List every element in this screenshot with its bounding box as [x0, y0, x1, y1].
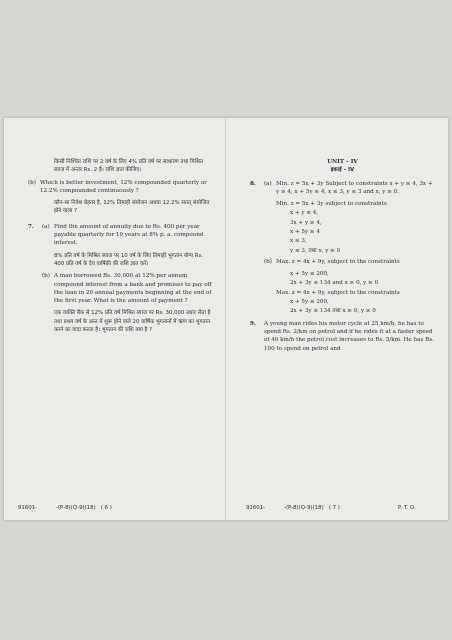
left-page	[28, 158, 213, 338]
question-8a-hindi	[250, 200, 435, 255]
paper-ref-text: -(P-8)(Q-9)(18)	[56, 505, 96, 511]
question-8b-hindi	[250, 289, 435, 316]
paper-ref-text: -(P-8)(Q-9)(18)	[284, 505, 324, 511]
question-6b-text: Which is better investment, 12% compounded quarterly or 12.2% compounded continuously ?	[40, 179, 207, 194]
question-8b-constraints	[250, 270, 435, 287]
constraint: y ≤ 3, तथा x, y ≥ 0	[290, 247, 341, 254]
paper-ref	[56, 505, 112, 511]
part-label: (a)	[42, 223, 50, 230]
paper-ref	[284, 505, 340, 511]
question-8a-text: Min. z = 5x + 3y Subject to constraints x + y ≤ 4, 3x + y ≥ 4, x + 5y ≥ 4, x ≤ 3, y ≤ 3 and x, y ≥ 0.	[276, 180, 433, 195]
part-label: (b)	[28, 179, 36, 186]
question-7b-hindi: एक व्यक्ति बैंक से 12% प्रति वर्ष मिश्रित ब्याज पर Rs. 30,000 उधार लेता है तथा प्रथम वर्ष के अन्त में शुरू होने वाले 20 वार्षिक भुगतानों में ऋण का भुगतान करने का वादा करता है। भुगतान की राशि क्या है ?	[54, 310, 211, 334]
right-page	[250, 158, 435, 357]
paper-code: 91601-	[18, 505, 38, 511]
paper-code: 91601-	[246, 505, 266, 511]
constraint: 2x + 3y ≤ 134 and x ≥ 0, y ≥ 0	[290, 279, 379, 286]
right-footer	[246, 505, 426, 511]
page-fold	[225, 118, 226, 520]
question-7b-text: A man borrowed Rs. 30,000 at 12% per annum compound interest from a bank and promises to pay off the loan in 20 annual payments beginning at the end of the first year. What is the amount of payment ?	[54, 273, 212, 305]
hindi-intro: किसी निश्चित राशि पर 2 वर्ष के लिए 4% प्रति वर्ष पर साधारण तथा मिश्रित ब्याज में अन्तर Rs. 2 है। राशि ज्ञात कीजिए।	[54, 159, 203, 174]
unit-heading: UNIT – IV	[327, 159, 358, 165]
constraint: x + 5y ≤ 200,	[290, 299, 329, 306]
question-number: 8.	[250, 180, 256, 187]
question-7a	[28, 223, 213, 248]
part-label: (b)	[42, 273, 50, 280]
unit-heading-hindi: इकाई – IV	[330, 167, 355, 174]
question-7b	[28, 272, 213, 305]
constraint: x + 5y ≥ 4	[290, 229, 320, 236]
page-number: ( 7 )	[328, 505, 340, 511]
left-footer	[18, 505, 112, 511]
question-8b-text: Max. z = 4x + 9y, subject to the constraints	[276, 258, 400, 265]
pto-label: P. T. O.	[398, 505, 416, 511]
question-8b	[250, 258, 435, 266]
question-number: 7.	[28, 223, 34, 230]
constraint-heading: Min. z = 5x + 3y subject to constraints	[276, 201, 387, 208]
constraint: x ≤ 3,	[290, 238, 307, 245]
constraint: x + y ≤ 4,	[290, 210, 319, 217]
constraint: 3x + y ≥ 4,	[290, 219, 322, 226]
question-number: 9.	[250, 320, 256, 327]
question-6b	[28, 179, 213, 196]
constraint-heading: Max. z = 4x + 9y, subject to the constraints	[276, 289, 400, 296]
question-9-text: A young man rides his motor cycle at 25 km/h, he has to spend Rs. 2/km on petrol and if he rides it at a faster speed of 40 km/h the petrol cost increases to Rs. 5/km. He has Rs. 100 to spend on petrol and	[264, 320, 434, 352]
question-8a	[250, 180, 435, 197]
page-number: ( 6 )	[100, 505, 112, 511]
question-7a-hindi: 8% प्रति वर्ष के मिश्रित ब्याज पर 10 वर्ष के लिए तिमाही भुगतान योग्य Rs. 400 प्रति वर्ष के देय वार्षिकी की राशि ज्ञात करें।	[54, 252, 204, 267]
question-9	[250, 320, 435, 353]
part-label: (a)	[264, 180, 272, 187]
question-6b-hindi: कौन-सा निवेश बेहतर है, 12% तिमाही संयोजन अथवा 12.2% सतत् संयोजित होने वाला ?	[54, 200, 210, 215]
part-label: (b)	[264, 258, 272, 265]
constraint: x + 5y ≤ 200,	[290, 271, 329, 278]
question-7a-text: Find the amount of annuity due to Rs. 400 per year payable quarterly for 10 years at 8% p. a. compound interest.	[54, 223, 204, 247]
constraint: 2x + 3y ≤ 134 तथा x ≥ 0, y ≥ 0	[290, 308, 376, 315]
